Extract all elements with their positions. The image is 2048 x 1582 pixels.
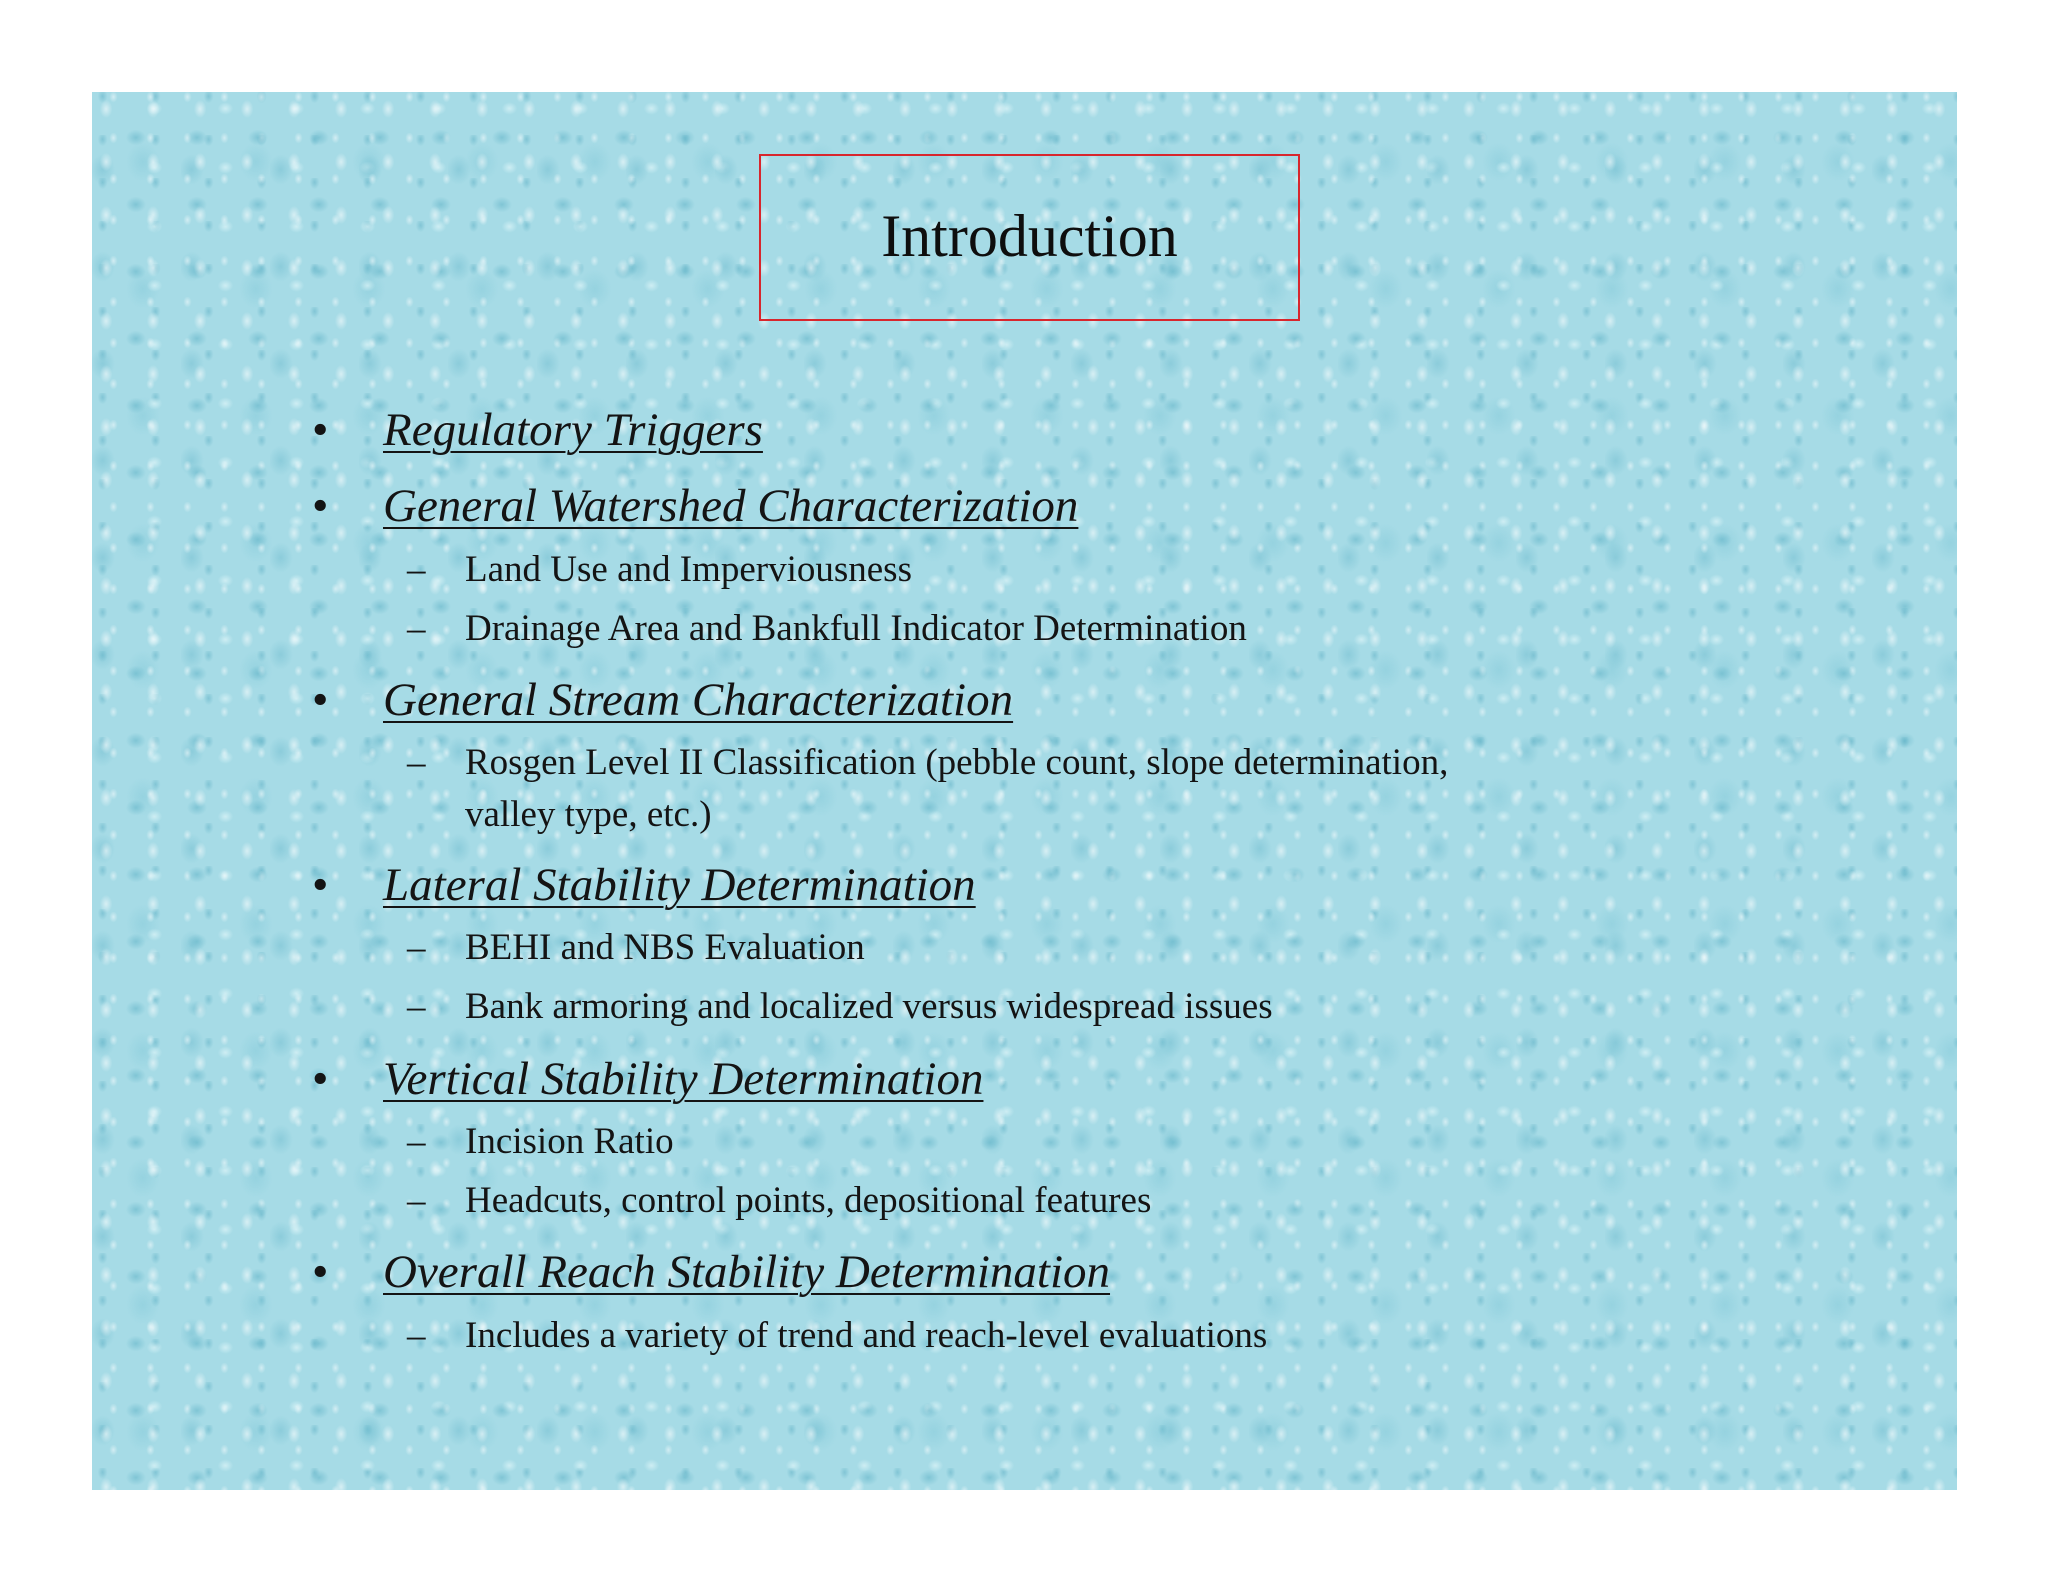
subitem-incision-ratio (407, 1116, 674, 1168)
bullet-item-general-stream (312, 674, 1014, 726)
bullet-icon: • (312, 404, 329, 456)
subitem-rosgen (407, 737, 1449, 789)
slide-title: Introduction (881, 202, 1178, 269)
subitem-label: Headcuts, control points, depositional features (465, 1180, 1152, 1221)
bullet-label: General Watershed Characterization (383, 480, 1079, 532)
bullet-item-overall-reach (312, 1246, 1111, 1298)
bullet-label: Vertical Stability Determination (383, 1053, 984, 1105)
bullet-label: General Stream Characterization (383, 674, 1014, 726)
dash-icon: – (407, 1180, 426, 1221)
subitem-label: Rosgen Level II Classification (pebble count, slope determination, (465, 742, 1449, 783)
bullet-label: Overall Reach Stability Determination (383, 1246, 1111, 1298)
bullet-icon: • (312, 859, 329, 911)
subitem-rosgen-continued (465, 789, 712, 841)
title-box (759, 154, 1300, 321)
dash-icon: – (407, 608, 426, 649)
dash-icon: – (407, 927, 426, 968)
bullet-label: Regulatory Triggers (383, 404, 763, 456)
dash-icon: – (407, 549, 426, 590)
subitem-bank-armoring (407, 981, 1273, 1033)
dash-icon: – (407, 742, 426, 783)
subitem-drainage-area (407, 603, 1247, 655)
bullet-icon: • (312, 1246, 329, 1298)
subitem-label: BEHI and NBS Evaluation (465, 927, 865, 968)
subitem-land-use (407, 544, 912, 596)
bullet-icon: • (312, 674, 329, 726)
subitem-label: Drainage Area and Bankfull Indicator Determination (465, 608, 1247, 649)
slide (92, 92, 1957, 1490)
subitem-headcuts (407, 1175, 1152, 1227)
bullet-item-vertical-stability (312, 1053, 984, 1105)
bullet-icon: • (312, 480, 329, 532)
dash-icon: – (407, 1315, 426, 1356)
dash-icon: – (407, 1121, 426, 1162)
subitem-label: valley type, etc.) (465, 794, 712, 835)
bullet-icon: • (312, 1053, 329, 1105)
bullet-item-regulatory-triggers (312, 404, 763, 456)
dash-icon: – (407, 986, 426, 1027)
subitem-label: Incision Ratio (465, 1121, 674, 1162)
bullet-item-general-watershed (312, 480, 1079, 532)
subitem-behi-nbs (407, 922, 865, 974)
bullet-item-lateral-stability (312, 859, 976, 911)
subitem-label: Includes a variety of trend and reach-level evaluations (465, 1315, 1268, 1356)
subitem-label: Land Use and Imperviousness (465, 549, 912, 590)
bullet-label: Lateral Stability Determination (383, 859, 976, 911)
subitem-label: Bank armoring and localized versus widespread issues (465, 986, 1273, 1027)
subitem-trend-evaluations (407, 1310, 1268, 1362)
